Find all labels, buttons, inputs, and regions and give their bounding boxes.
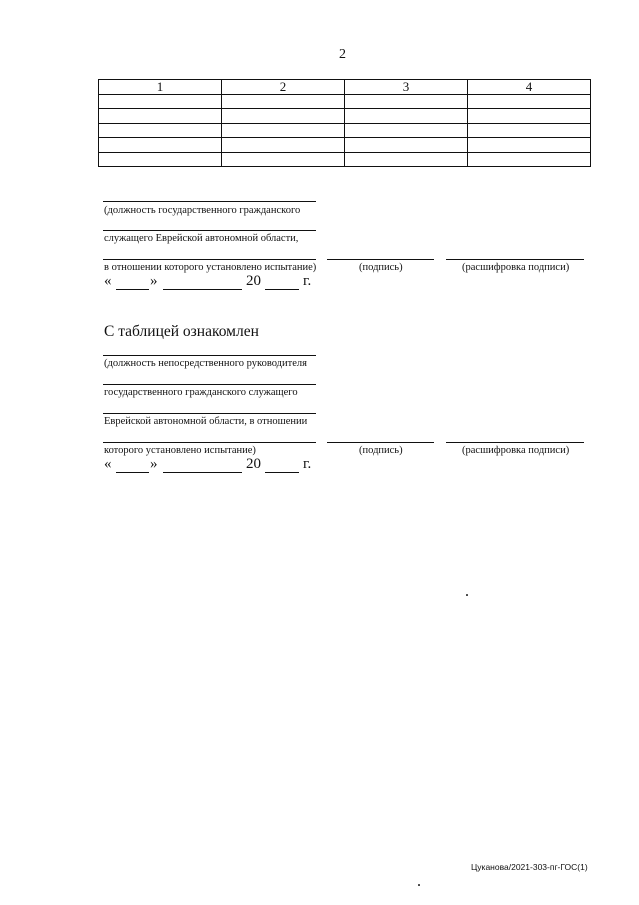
position-line[interactable] — [103, 413, 316, 414]
table-row — [99, 123, 591, 138]
table-header-cell: 1 — [99, 80, 222, 95]
date-open-quote: « — [104, 273, 112, 289]
position-line[interactable] — [103, 384, 316, 385]
table-header-cell: 2 — [222, 80, 345, 95]
table-cell[interactable] — [345, 123, 468, 138]
date-year-suffix: г. — [303, 273, 312, 289]
signature-caption: (подпись) — [359, 262, 403, 273]
date-year-blank[interactable] — [265, 289, 299, 290]
footer-document-code: Цуканова/2021-303-пг-ГОС(1) — [471, 862, 588, 872]
table-header-cell: 3 — [345, 80, 468, 95]
position-line[interactable] — [103, 355, 316, 356]
date-day-blank[interactable] — [116, 472, 149, 473]
table-header-cell: 4 — [468, 80, 591, 95]
table-cell[interactable] — [468, 138, 591, 153]
table-cell[interactable] — [468, 94, 591, 109]
date-close-quote: » — [150, 273, 158, 289]
table-row — [99, 152, 591, 167]
position-caption: служащего Еврейской автономной области, — [104, 233, 299, 244]
date-close-quote: » — [150, 456, 158, 472]
position-line[interactable] — [103, 230, 316, 231]
table-cell[interactable] — [222, 123, 345, 138]
table-row — [99, 138, 591, 153]
acknowledgement-heading: С таблицей ознакомлен — [104, 323, 259, 340]
table-cell[interactable] — [345, 94, 468, 109]
position-caption: (должность государственного гражданского — [104, 205, 301, 216]
signature-decode-caption: (расшифровка подписи) — [462, 445, 570, 456]
signature-decode-line[interactable] — [446, 442, 584, 443]
scan-speck — [466, 594, 468, 596]
signature-decode-line[interactable] — [446, 259, 584, 260]
table-cell[interactable] — [99, 109, 222, 124]
table-cell[interactable] — [99, 138, 222, 153]
signature-line[interactable] — [327, 259, 434, 260]
blank-table — [98, 79, 591, 167]
position-line[interactable] — [103, 442, 316, 443]
date-open-quote: « — [104, 456, 112, 472]
table-cell[interactable] — [468, 109, 591, 124]
table-cell[interactable] — [222, 138, 345, 153]
page-number: 2 — [339, 47, 346, 62]
table-cell[interactable] — [468, 123, 591, 138]
position-line[interactable] — [103, 259, 316, 260]
signature-caption: (подпись) — [359, 445, 403, 456]
date-day-blank[interactable] — [116, 289, 149, 290]
table-cell[interactable] — [99, 152, 222, 167]
table-cell[interactable] — [345, 138, 468, 153]
table-cell[interactable] — [222, 152, 345, 167]
table-cell[interactable] — [99, 94, 222, 109]
date-year-prefix: 20 — [246, 273, 261, 289]
date-year-prefix: 20 — [246, 456, 261, 472]
table-cell[interactable] — [345, 152, 468, 167]
scan-speck — [418, 884, 420, 886]
table-cell[interactable] — [99, 123, 222, 138]
position-caption: Еврейской автономной области, в отношении — [104, 416, 308, 427]
table-cell[interactable] — [345, 109, 468, 124]
position-caption: которого установлено испытание) — [104, 445, 256, 456]
table-cell[interactable] — [468, 152, 591, 167]
signature-line[interactable] — [327, 442, 434, 443]
position-caption: (должность непосредственного руководителя — [104, 358, 307, 369]
date-year-blank[interactable] — [265, 472, 299, 473]
table-header-row — [99, 80, 591, 95]
table-row — [99, 109, 591, 124]
date-year-suffix: г. — [303, 456, 312, 472]
date-month-blank[interactable] — [163, 472, 242, 473]
position-caption: в отношении которого установлено испытание) — [104, 262, 317, 273]
table-row — [99, 94, 591, 109]
date-month-blank[interactable] — [163, 289, 242, 290]
table-cell[interactable] — [222, 94, 345, 109]
position-caption: государственного гражданского служащего — [104, 387, 298, 398]
signature-decode-caption: (расшифровка подписи) — [462, 262, 570, 273]
position-line[interactable] — [103, 201, 316, 202]
table-cell[interactable] — [222, 109, 345, 124]
